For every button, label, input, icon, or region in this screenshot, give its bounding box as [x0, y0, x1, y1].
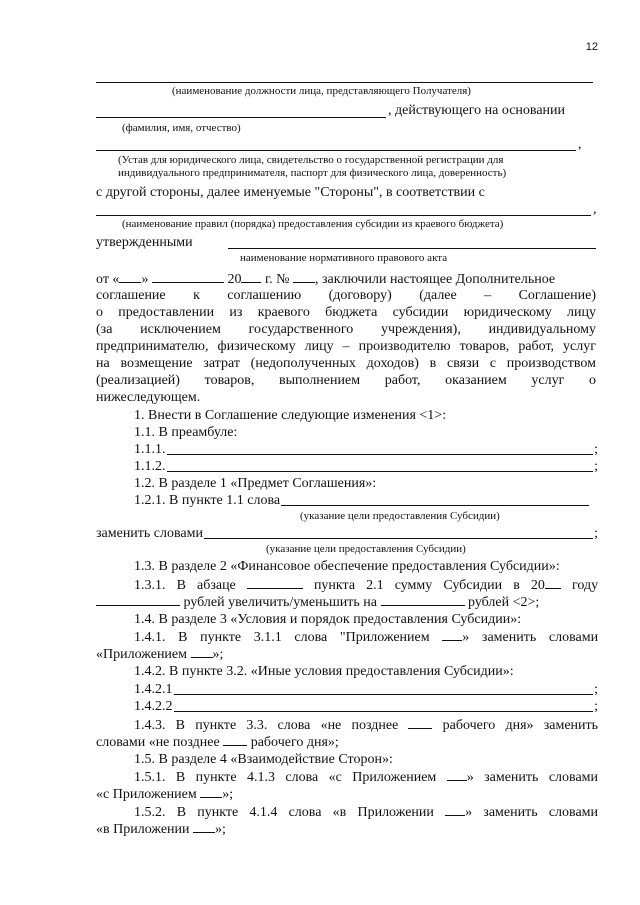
replace-with-line: заменить словами ; — [96, 526, 598, 541]
item-1-4-1-cont: «Приложением »; — [96, 647, 224, 662]
comma: , — [593, 202, 597, 217]
item-1-5-1-cont: «с Приложением »; — [96, 787, 234, 802]
intro-line-3: о предоставлении из краевого бюджета субсидии юридическому лицу — [96, 305, 596, 320]
item-1-5-1: 1.5.1. В пункте 4.1.3 слова «с Приложением » заменить словами — [134, 770, 599, 785]
item-1-5: 1.5. В разделе 4 «Взаимодействие Сторон»: — [134, 752, 393, 767]
item-1-1-1: 1.1.1. ; — [134, 442, 598, 457]
item-1-1: 1.1. В преамбуле: — [134, 425, 238, 440]
caption-name: (фамилия, имя, отчество) — [122, 122, 241, 134]
item-1-4-1: 1.4.1. В пункте 3.1.1 слова "Приложением » заменить словами — [134, 630, 599, 645]
rules-line — [96, 215, 591, 216]
caption-charter-2: индивидуального предпринимателя, паспорт для физического лица, доверенность) — [118, 167, 507, 179]
item-1-3: 1.3. В разделе 2 «Финансовое обеспечение предоставления Субсидии»: — [134, 559, 560, 574]
item-1-5-2: 1.5.2. В пункте 4.1.4 слова «в Приложении » заменить словами — [134, 805, 599, 820]
intro-line-8: нижеследующем. — [96, 390, 201, 405]
item-1-1-2: 1.1.2. ; — [134, 459, 598, 474]
item-1-4-2: 1.4.2. В пункте 3.2. «Иные условия предоставления Субсидии»: — [134, 664, 514, 679]
item-1-4-3-cont: словами «не позднее рабочего дня»; — [96, 735, 339, 750]
approved-text: утвержденными — [96, 235, 193, 250]
caption-goal-2: (указание цели предоставления Субсидии) — [266, 543, 466, 555]
caption-rules: (наименование правил (порядка) предоставления субсидии из краевого бюджета) — [122, 218, 504, 230]
item-1-3-1: 1.3.1. В абзаце пункта 2.1 сумму Субсидии в 20 году — [134, 578, 599, 593]
intro-line-1: от « » 20 г. № , заключили настоящее Дополнительное — [96, 272, 556, 287]
item-1: 1. Внести в Соглашение следующие изменения <1>: — [134, 408, 447, 423]
caption-act: наименование нормативного правового акта — [240, 252, 448, 264]
other-side-text: с другой стороны, далее именуемые "Стороны", в соответствии с — [96, 185, 485, 200]
caption-charter-1: (Устав для юридического лица, свидетельство о государственной регистрации для — [118, 154, 504, 166]
caption-position: (наименование должности лица, представляющего Получателя) — [172, 85, 471, 97]
item-1-4: 1.4. В разделе 3 «Условия и порядок предоставления Субсидии»: — [134, 612, 522, 627]
item-1-2: 1.2. В разделе 1 «Предмет Соглашения»: — [134, 476, 377, 491]
name-line — [96, 117, 386, 118]
act-line — [228, 248, 596, 249]
intro-line-2: соглашение к соглашению (договору) (далее – Соглашение) — [96, 288, 597, 303]
caption-goal-1: (указание цели предоставления Субсидии) — [300, 510, 500, 522]
charter-line — [96, 150, 576, 151]
intro-line-7: (реализацией) товаров, выполнением работ, оказанием услуг о — [96, 373, 597, 388]
page-number: 12 — [585, 41, 598, 53]
comma: , — [578, 137, 582, 152]
acting-basis-text: , действующего на основании — [388, 103, 566, 118]
intro-line-6: на возмещение затрат (недополученных доходов) в связи с производством — [96, 356, 596, 371]
item-1-2-1: 1.2.1. В пункте 1.1 слова — [134, 492, 590, 509]
item-1-4-2-1: 1.4.2.1 ; — [134, 682, 598, 697]
item-1-3-1-cont: рублей увеличить/уменьшить на рублей <2>; — [96, 593, 596, 611]
item-1-5-2-cont: «в Приложении »; — [96, 822, 226, 837]
intro-line-5: предпринимателю, физическому лицу – производителю товаров, работ, услуг — [96, 339, 596, 354]
position-line — [96, 82, 593, 83]
item-1-4-3: 1.4.3. В пункте 3.3. слова «не позднее рабочего дня» заменить — [134, 718, 599, 733]
item-1-4-2-2: 1.4.2.2 ; — [134, 699, 598, 714]
intro-line-4: (за исключением государственного учреждения), индивидуальному — [96, 322, 596, 337]
